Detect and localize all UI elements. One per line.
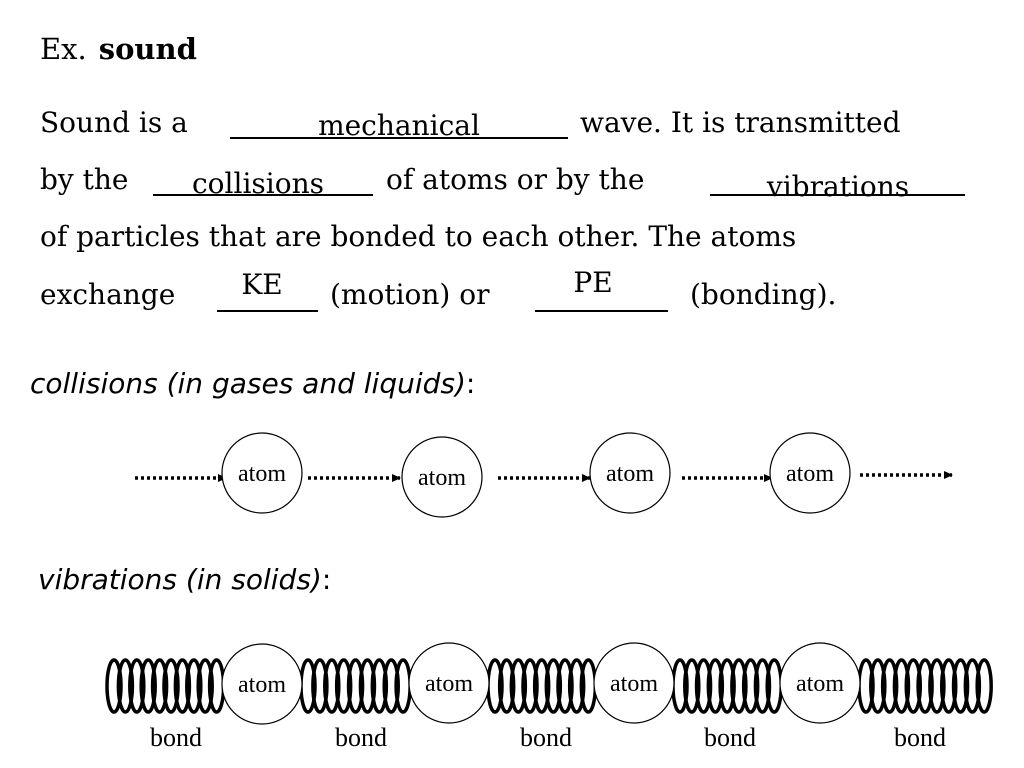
vibration-atom-label: atom bbox=[796, 671, 844, 697]
line2-text-b: of atoms or by the bbox=[386, 163, 645, 196]
example-topic: sound bbox=[98, 32, 197, 66]
example-prefix: Ex. bbox=[40, 32, 87, 66]
vibration-atom-label: atom bbox=[425, 671, 473, 697]
line4-text-b: (motion) or bbox=[330, 278, 490, 311]
collisions-label-text: collisions (in gases and liquids) bbox=[30, 367, 466, 400]
answer-energy-2: PE bbox=[573, 266, 613, 299]
line4-text-c: (bonding). bbox=[690, 278, 837, 311]
answer-transmission-1: collisions bbox=[192, 167, 324, 200]
collisions-diagram bbox=[135, 433, 952, 517]
answer-energy-1: KE bbox=[241, 268, 283, 301]
collision-atom-label: atom bbox=[786, 461, 834, 487]
answer-transmission-2: vibrations bbox=[766, 170, 910, 203]
line2-text-a: by the bbox=[40, 163, 129, 196]
bond-label: bond bbox=[520, 723, 572, 752]
line3-text: of particles that are bonded to each other. The atoms bbox=[40, 220, 797, 253]
collision-atom-label: atom bbox=[418, 465, 466, 491]
line1-text-a: Sound is a bbox=[40, 106, 188, 139]
vibration-atom-label: atom bbox=[238, 672, 286, 698]
line4-text-a: exchange bbox=[40, 278, 176, 311]
collision-atom-label: atom bbox=[238, 461, 286, 487]
line1-text-b: wave. It is transmitted bbox=[580, 106, 901, 139]
bond-label: bond bbox=[894, 723, 946, 752]
vibrations-label-colon: : bbox=[321, 563, 332, 596]
vibrations-diagram bbox=[107, 643, 991, 752]
vibrations-label-text: vibrations (in solids) bbox=[38, 563, 322, 596]
collision-atom-label: atom bbox=[606, 461, 654, 487]
bond-label: bond bbox=[150, 723, 202, 752]
bond-label: bond bbox=[704, 723, 756, 752]
bond-label: bond bbox=[335, 723, 387, 752]
collisions-label-colon: : bbox=[465, 367, 476, 400]
vibration-atom-label: atom bbox=[610, 671, 658, 697]
answer-wave-type: mechanical bbox=[318, 109, 480, 142]
